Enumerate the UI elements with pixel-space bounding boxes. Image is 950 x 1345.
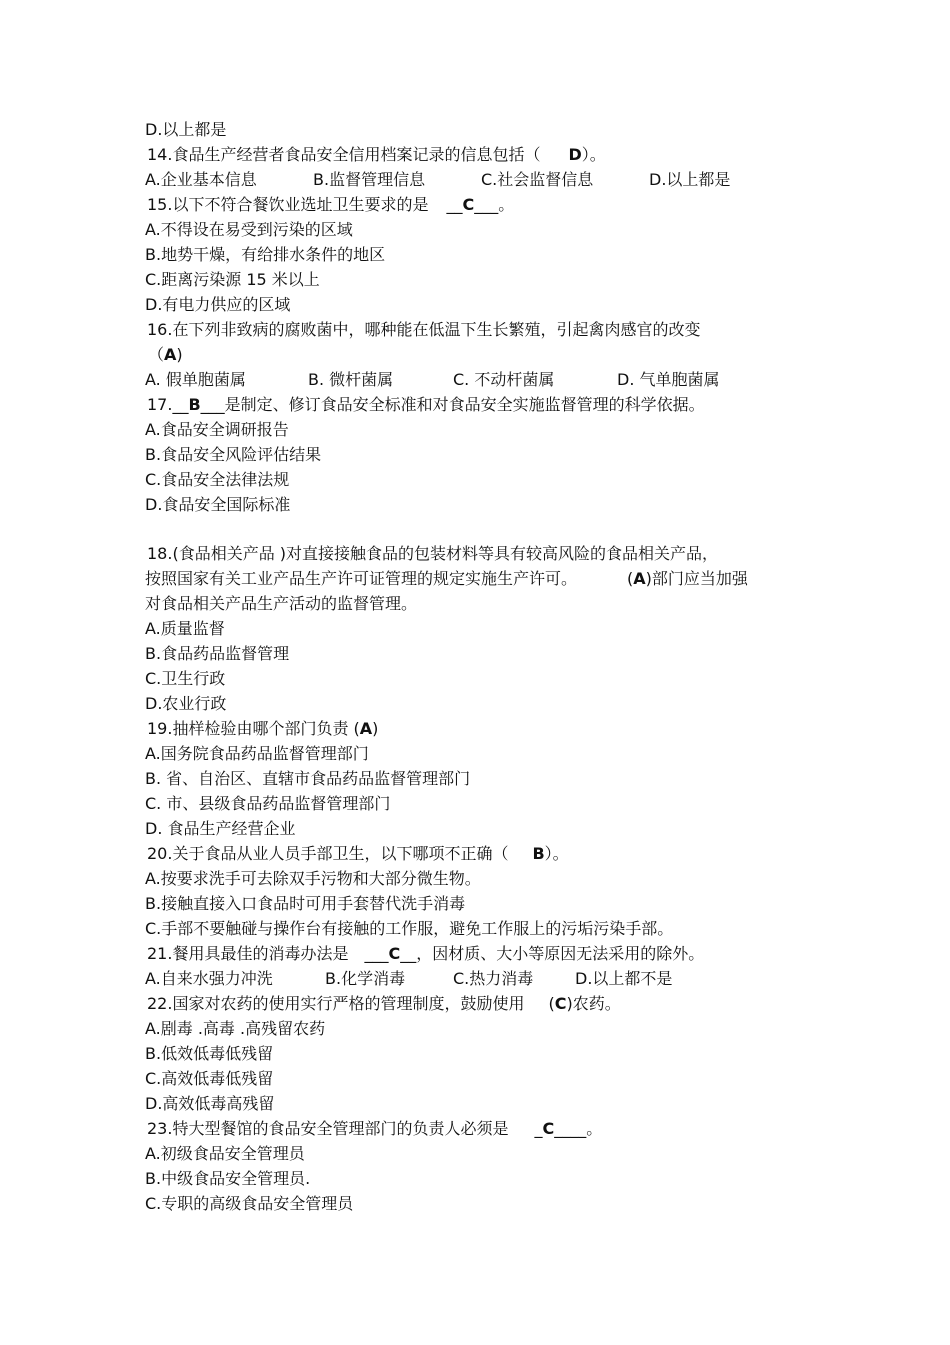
- question-text: 19.抽样检验由哪个部门负责 (: [147, 719, 360, 738]
- question-text: ): [176, 345, 183, 364]
- option-a: A.初级食品安全管理员: [145, 1144, 305, 1163]
- option-d: D.高效低毒高残留: [145, 1094, 275, 1113]
- answer-key: A: [633, 569, 646, 588]
- answer-blank: _: [534, 1119, 543, 1138]
- question-14: [147, 144, 606, 166]
- option-a: A.食品安全调研报告: [145, 420, 289, 439]
- option-c: C. 不动杆菌属: [453, 370, 555, 389]
- option-b: B.化学消毒: [325, 969, 406, 988]
- option-c: C.高效低毒低残留: [145, 1069, 274, 1088]
- answer-blank: __: [172, 395, 189, 414]
- option-b: B.低效低毒低残留: [145, 1044, 274, 1063]
- question-text: 14.食品生产经营者食品安全信用档案记录的信息包括（: [147, 145, 541, 164]
- question-16-answer: [148, 344, 183, 366]
- options-row: [145, 369, 720, 391]
- question-text: 15.以下不符合餐饮业选址卫生要求的是: [147, 195, 429, 214]
- option-b: B. 微杆菌属: [308, 370, 394, 389]
- option-a: A.自来水强力冲洗: [145, 969, 273, 988]
- option-b: B.地势干燥，有给排水条件的地区: [145, 245, 386, 264]
- answer-blank: ___: [200, 395, 225, 414]
- option-a: A.质量监督: [145, 619, 225, 638]
- answer-key: C: [462, 195, 475, 214]
- question-text: 。: [586, 1119, 603, 1138]
- question-17: [147, 394, 705, 416]
- option-b: B.食品安全风险评估结果: [145, 445, 322, 464]
- answer-blank: ____: [554, 1119, 587, 1138]
- question-16: 16.在下列非致病的腐败菌中，哪种能在低温下生长繁殖，引起禽肉感官的改变: [147, 320, 701, 339]
- option-a: A.国务院食品药品监督管理部门: [145, 744, 369, 763]
- option-c: C.热力消毒: [453, 969, 534, 988]
- answer-key: D: [568, 145, 582, 164]
- answer-key: C: [554, 994, 567, 1013]
- question-text: )农药。: [566, 994, 621, 1013]
- question-text: (: [627, 569, 634, 588]
- question-text: 20.关于食品从业人员手部卫生，以下哪项不正确（: [147, 844, 509, 863]
- option-c: C.距离污染源 15 米以上: [145, 270, 320, 289]
- answer-blank: __: [400, 944, 417, 963]
- question-text: 22.国家对农药的使用实行严格的管理制度，鼓励使用: [147, 994, 525, 1013]
- answer-key: C: [388, 944, 401, 963]
- question-text: ）。: [544, 844, 569, 863]
- question-18: 18.(食品相关产品 )对直接接触食品的包装材料等具有较高风险的食品相关产品，: [147, 544, 719, 563]
- question-text: )部门应当加强: [645, 569, 748, 588]
- question-text: 是制定、修订食品安全标准和对食品安全实施监督管理的科学依据。: [224, 395, 705, 414]
- answer-blank: __: [446, 195, 463, 214]
- option-d: D.农业行政: [145, 694, 227, 713]
- answer-key: A: [164, 345, 177, 364]
- text-line: D.以上都是: [145, 120, 227, 139]
- option-d: D.有电力供应的区域: [145, 295, 291, 314]
- question-text: （: [148, 345, 165, 364]
- question-text: ）。: [581, 145, 606, 164]
- option-b: B.接触直接入口食品时可用手套替代洗手消毒: [145, 894, 466, 913]
- option-a: A.不得设在易受到污染的区域: [145, 220, 353, 239]
- question-text: 按照国家有关工业产品生产许可证管理的规定实施生产许可。: [145, 569, 578, 588]
- question-text: ): [372, 719, 379, 738]
- option-c: C.手部不要触碰与操作台有接触的工作服，避免工作服上的污垢污染手部。: [145, 919, 674, 938]
- option-d: D.以上都不是: [575, 969, 673, 988]
- option-a: A.企业基本信息: [145, 170, 257, 189]
- question-18-line-3: 对食品相关产品生产活动的监督管理。: [145, 594, 418, 613]
- question-21: [147, 943, 704, 965]
- answer-key: A: [359, 719, 373, 738]
- question-text: 23.特大型餐馆的食品安全管理部门的负责人必须是: [147, 1119, 509, 1138]
- answer-key: B: [532, 844, 545, 863]
- answer-blank: ___: [364, 944, 389, 963]
- option-b: B.食品药品监督管理: [145, 644, 290, 663]
- question-15: [147, 194, 514, 216]
- option-d: D.以上都是: [649, 170, 731, 189]
- option-d: D. 食品生产经营企业: [145, 819, 296, 838]
- question-20: [147, 843, 569, 865]
- answer-key: B: [188, 395, 201, 414]
- options-row: [145, 968, 672, 990]
- question-23: [147, 1118, 602, 1140]
- question-22: [147, 993, 621, 1015]
- option-b: B.监督管理信息: [313, 170, 426, 189]
- answer-blank: ___: [474, 195, 499, 214]
- option-d: D.食品安全国际标准: [145, 495, 291, 514]
- question-text: 21.餐用具最佳的消毒办法是: [147, 944, 349, 963]
- option-c: C.专职的高级食品安全管理员: [145, 1194, 354, 1213]
- question-text: 。: [498, 195, 515, 214]
- options-row: [145, 169, 730, 191]
- option-d: D. 气单胞菌属: [617, 370, 720, 389]
- question-text: 17.: [147, 395, 173, 414]
- option-c: C.社会监督信息: [481, 170, 594, 189]
- option-b: B. 省、自治区、直辖市食品药品监督管理部门: [145, 769, 471, 788]
- option-c: C. 市、县级食品药品监督管理部门: [145, 794, 391, 813]
- option-b: B.中级食品安全管理员.: [145, 1169, 311, 1188]
- question-19: [147, 718, 378, 740]
- option-a: A.按要求洗手可去除双手污物和大部分微生物。: [145, 869, 481, 888]
- option-a: A. 假单胞菌属: [145, 370, 246, 389]
- question-text: (: [548, 994, 555, 1013]
- question-text: ，因材质、大小等原因无法采用的除外。: [416, 944, 705, 963]
- option-a: A.剧毒 .高毒 .高残留农药: [145, 1019, 326, 1038]
- question-18-line-2: [145, 568, 748, 590]
- option-c: C.卫生行政: [145, 669, 226, 688]
- answer-key: C: [542, 1119, 555, 1138]
- option-c: C.食品安全法律法规: [145, 470, 290, 489]
